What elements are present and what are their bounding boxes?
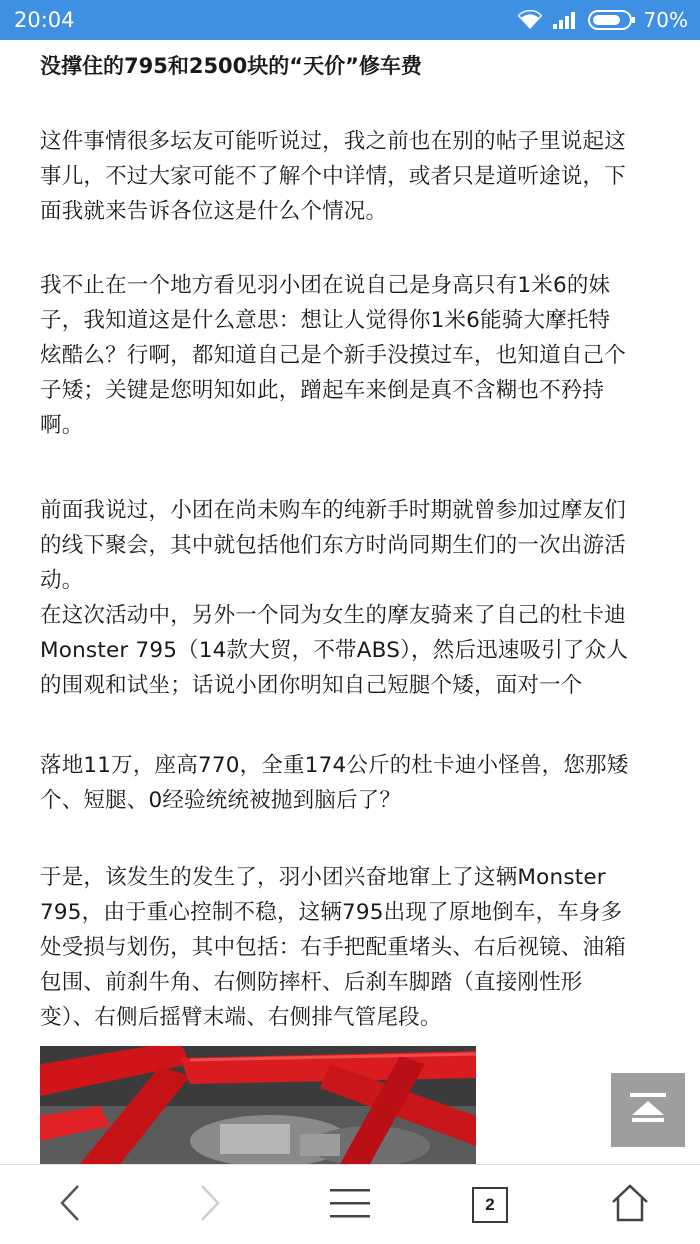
tabs-button[interactable] xyxy=(450,1165,530,1244)
home-icon xyxy=(610,1183,650,1227)
text-line: 落地11万，座高770，全重174公斤的杜卡迪小怪兽，您那矮 xyxy=(40,753,629,778)
page-count-icon xyxy=(472,1187,508,1223)
article-title: 没撑住的795和2500块的“天价”修车费 xyxy=(40,54,422,78)
wifi-icon xyxy=(518,10,542,30)
status-bar xyxy=(0,0,700,40)
back-button[interactable] xyxy=(30,1165,110,1244)
home-button[interactable] xyxy=(590,1165,670,1244)
menu-button[interactable] xyxy=(310,1165,390,1244)
text-line: 前面我说过，小团在尚未购车的纯新手时期就曾参加过摩友们 xyxy=(40,498,626,523)
text-line: 炫酷么？行啊，都知道自己是个新手没摸过车，也知道自己个 xyxy=(40,343,626,368)
text-line: 我不止在一个地方看见羽小团在说自己是身高只有1米6的妹 xyxy=(40,273,611,298)
text-line: 事儿，不过大家可能不了解个中详情，或者只是道听途说，下 xyxy=(40,164,626,189)
page-count: 2 xyxy=(485,1195,495,1214)
back-to-top-button[interactable] xyxy=(611,1073,685,1147)
text-line: 个、短腿、0经验统统被抛到脑后了？ xyxy=(40,788,402,813)
text-line: 于是，该发生的发生了，羽小团兴奋地窜上了这辆Monster xyxy=(40,865,606,890)
forward-button[interactable] xyxy=(170,1165,250,1244)
text-line: 变）、右侧后摇臂末端、右侧排气管尾段。 xyxy=(40,1005,442,1030)
text-line: Monster 795（14款大贸，不带ABS），然后迅速吸引了众人 xyxy=(40,638,629,663)
paragraph-2 xyxy=(40,268,672,443)
battery-percent: 70% xyxy=(643,8,688,32)
text-line: 处受损与划伤，其中包括：右手把配重堵头、右后视镜、油箱 xyxy=(40,935,626,960)
text-line: 795，由于重心控制不稳，这辆795出现了原地倒车，车身多 xyxy=(40,900,623,925)
forward-icon xyxy=(198,1183,222,1227)
text-line: 在这次活动中，另外一个同为女生的摩友骑来了自己的杜卡迪 xyxy=(40,603,626,628)
bottom-navigation xyxy=(0,1164,700,1244)
paragraph-3 xyxy=(40,493,672,703)
text-line: 面我就来告诉各位这是什么个情况。 xyxy=(40,199,388,224)
motorcycle-photo[interactable] xyxy=(40,1046,476,1164)
text-line: 子，我知道这是什么意思：想让人觉得你1米6能骑大摩托特 xyxy=(40,308,611,333)
battery-icon xyxy=(588,9,636,31)
back-icon xyxy=(58,1183,82,1227)
signal-icon xyxy=(552,10,578,30)
menu-icon xyxy=(330,1187,370,1223)
text-line: 动。 xyxy=(40,568,84,593)
text-line: 的围观和试坐；话说小团你明知自己短腿个矮，面对一个 xyxy=(40,673,583,698)
paragraph-1 xyxy=(40,124,672,229)
back-to-top-icon xyxy=(628,1091,668,1129)
text-line: 啊。 xyxy=(40,413,84,438)
paragraph-5 xyxy=(40,860,672,1035)
status-time: 20:04 xyxy=(14,8,75,32)
paragraph-4 xyxy=(40,748,672,818)
status-icons xyxy=(518,8,688,32)
text-line: 包围、前刹牛角、右侧防摔杆、后刹车脚踏（直接刚性形 xyxy=(40,970,583,995)
text-line: 的线下聚会，其中就包括他们东方时尚同期生们的一次出游活 xyxy=(40,533,626,558)
text-line: 这件事情很多坛友可能听说过，我之前也在别的帖子里说起这 xyxy=(40,129,626,154)
text-line: 子矮；关键是您明知如此，蹭起车来倒是真不含糊也不矜持 xyxy=(40,378,605,403)
